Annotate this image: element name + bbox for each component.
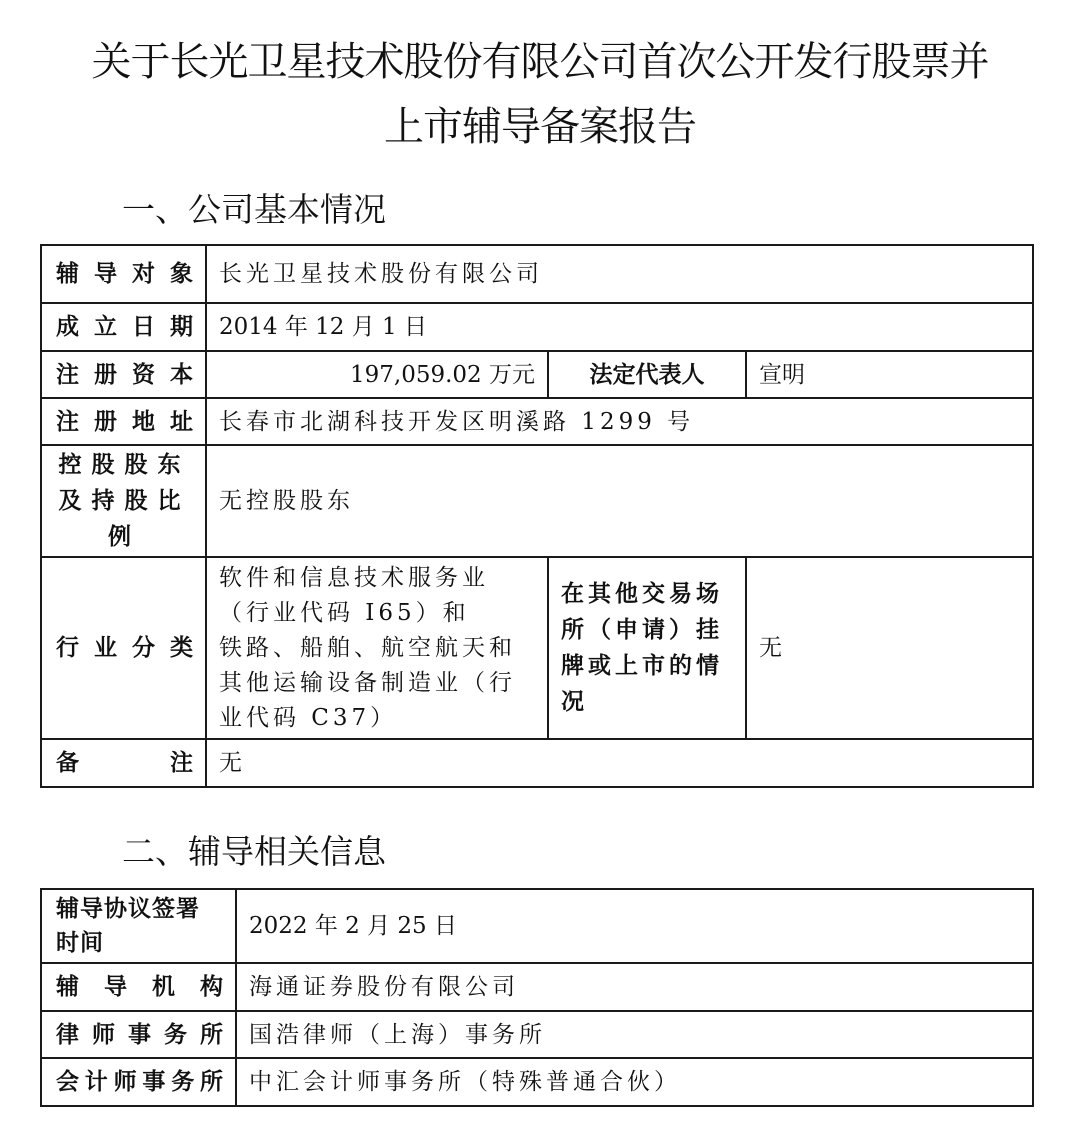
agreement-date-value: 2022 年 2 月 25 日: [236, 889, 1033, 963]
document-title-line1: 关于长光卫星技术股份有限公司首次公开发行股票并: [91, 39, 989, 85]
legal-rep-label: 法定代表人: [548, 351, 746, 398]
controller-label: 控股股东 及持股比 例: [41, 445, 206, 557]
section2-heading: 二、辅导相关信息: [122, 832, 386, 871]
founded-label: 成立日期: [41, 303, 206, 351]
capital-value: 197,059.02 万元: [206, 351, 548, 398]
table-row: [41, 303, 1033, 351]
table-row: [41, 351, 1033, 398]
counseling-info-table: [40, 888, 1034, 1107]
other-listing-label: 在其他交易场 所（申请）挂 牌或上市的情 况: [548, 557, 746, 739]
table-row: [41, 963, 1033, 1011]
table-row: [41, 739, 1033, 787]
company-basic-info-table: [40, 244, 1034, 788]
industry-label: 行业分类: [41, 557, 206, 739]
address-label: 注册地址: [41, 398, 206, 445]
other-listing-value: 无: [746, 557, 1033, 739]
table-row: [41, 557, 1033, 739]
accounting-firm-value: 中汇会计师事务所（特殊普通合伙）: [236, 1058, 1033, 1106]
remarks-value: 无: [206, 739, 1033, 787]
institution-label: 辅导机构: [41, 963, 236, 1011]
table-row: [41, 245, 1033, 303]
table-row: [41, 398, 1033, 445]
law-firm-value: 国浩律师（上海）事务所: [236, 1011, 1033, 1058]
law-firm-label: 律师事务所: [41, 1011, 236, 1058]
founded-value: 2014 年 12 月 1 日: [206, 303, 1033, 351]
table-row: [41, 445, 1033, 557]
industry-value: 软件和信息技术服务业 （行业代码 I65）和 铁路、船舶、航空航天和 其他运输设备制造业（行 业代码 C37）: [206, 557, 548, 739]
address-value: 长春市北湖科技开发区明溪路 1299 号: [206, 398, 1033, 445]
accounting-firm-label: 会计师事务所: [41, 1058, 236, 1106]
capital-label: 注册资本: [41, 351, 206, 398]
table-row: [41, 889, 1033, 963]
section1-heading: 一、公司基本情况: [122, 190, 386, 229]
target-value: 长光卫星技术股份有限公司: [206, 245, 1033, 303]
table-row: [41, 1058, 1033, 1106]
remarks-label: 备注: [41, 739, 206, 787]
institution-value: 海通证券股份有限公司: [236, 963, 1033, 1011]
table-row: [41, 1011, 1033, 1058]
document-title-line2: 上市辅导备案报告: [384, 104, 696, 150]
target-label: 辅导对象: [41, 245, 206, 303]
legal-rep-value: 宣明: [746, 351, 1033, 398]
controller-value: 无控股股东: [206, 445, 1033, 557]
agreement-date-label: 辅导协议签署 时间: [41, 889, 236, 963]
